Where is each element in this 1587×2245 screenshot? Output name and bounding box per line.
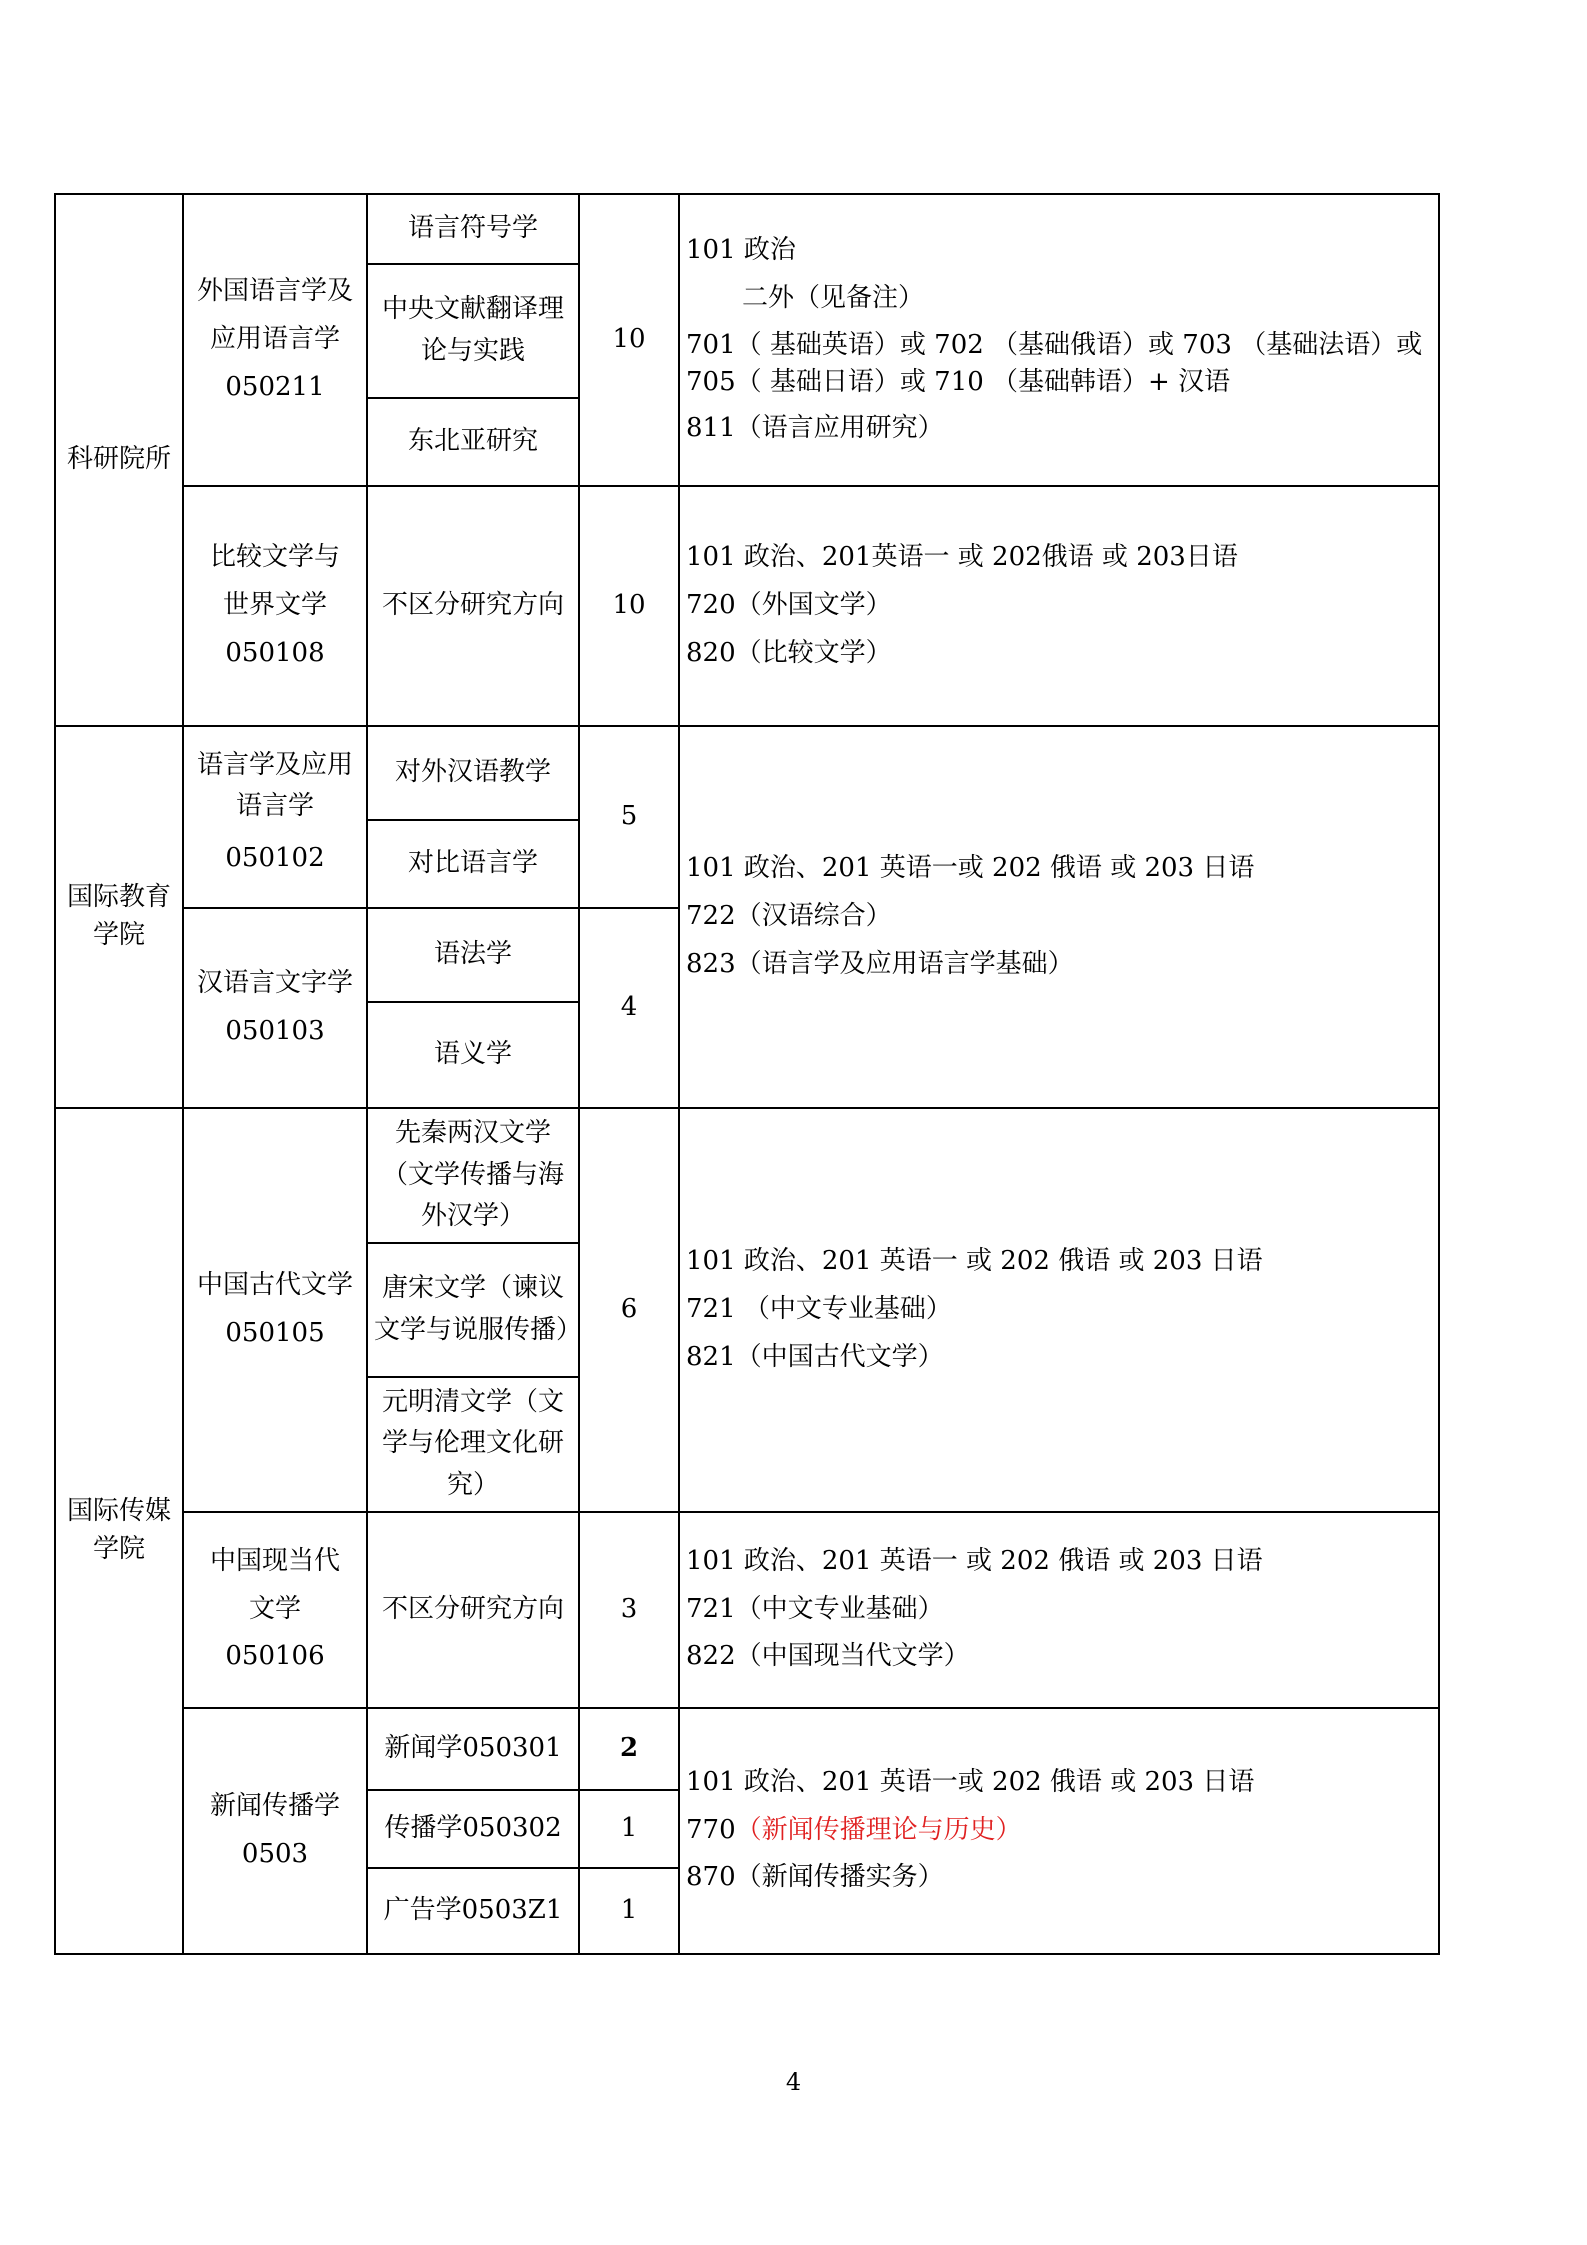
direction-cell: 唐宋文学（谏议文学与说服传播） xyxy=(367,1243,579,1377)
highlighted-course: （新闻传播理论与历史） xyxy=(735,1814,1022,1845)
quota-cell: 1 xyxy=(579,1790,679,1868)
direction-cell: 传播学050302 xyxy=(367,1790,579,1868)
exam-cell: 101 政治、201 英语一或 202 俄语 或 203 日语 770（新闻传播理论与历史） 870（新闻传播实务） xyxy=(679,1708,1439,1954)
direction-cell: 语法学 xyxy=(367,908,579,1002)
table-row xyxy=(55,1512,1439,1708)
program-cell: 中国现当代 文学 050106 xyxy=(183,1512,367,1708)
direction-cell: 广告学0503Z1 xyxy=(367,1868,579,1954)
quota-cell: 4 xyxy=(579,908,679,1108)
institute-cell: 国际教育学院 xyxy=(55,726,183,1108)
program-cell: 中国古代文学 050105 xyxy=(183,1108,367,1512)
quota-cell: 1 xyxy=(579,1868,679,1954)
quota-cell: 10 xyxy=(579,194,679,486)
direction-cell: 对外汉语教学 xyxy=(367,726,579,820)
table-row xyxy=(55,486,1439,726)
quota-cell: 6 xyxy=(579,1108,679,1512)
direction-cell: 中央文献翻译理论与实践 xyxy=(367,264,579,398)
enrollment-table xyxy=(54,193,1440,1955)
table-row xyxy=(55,194,1439,264)
exam-cell: 101 政治、201 英语一或 202 俄语 或 203 日语 722（汉语综合） 823（语言学及应用语言学基础） xyxy=(679,726,1439,1108)
exam-cell: 101 政治、201 英语一 或 202 俄语 或 203 日语 721 （中文专业基础） 821（中国古代文学） xyxy=(679,1108,1439,1512)
institute-cell: 科研院所 xyxy=(55,194,183,726)
direction-cell: 先秦两汉文学（文学传播与海外汉学） xyxy=(367,1108,579,1243)
direction-cell: 不区分研究方向 xyxy=(367,1512,579,1708)
quota-cell: 10 xyxy=(579,486,679,726)
direction-cell: 新闻学050301 xyxy=(367,1708,579,1790)
program-cell: 新闻传播学 0503 xyxy=(183,1708,367,1954)
page-number: 4 xyxy=(785,2068,802,2096)
direction-cell: 对比语言学 xyxy=(367,820,579,908)
direction-cell: 语言符号学 xyxy=(367,194,579,264)
program-cell: 比较文学与 世界文学 050108 xyxy=(183,486,367,726)
exam-cell: 101 政治 二外（见备注） 701（ 基础英语）或 702 （基础俄语）或 703 （基础法语）或705（ 基础日语）或 710 （基础韩语）+ 汉语 811（语言应用研究） xyxy=(679,194,1439,486)
institute-cell: 国际传媒学院 xyxy=(55,1108,183,1954)
exam-cell: 101 政治、201 英语一 或 202 俄语 或 203 日语 721（中文专业基础） 822（中国现当代文学） xyxy=(679,1512,1439,1708)
quota-cell: 5 xyxy=(579,726,679,908)
program-cell: 语言学及应用语言学 050102 xyxy=(183,726,367,908)
table-row xyxy=(55,1708,1439,1790)
direction-cell: 东北亚研究 xyxy=(367,398,579,486)
direction-cell: 不区分研究方向 xyxy=(367,486,579,726)
quota-cell: 2 xyxy=(579,1708,679,1790)
program-cell: 外国语言学及 应用语言学 050211 xyxy=(183,194,367,486)
table-row xyxy=(55,1108,1439,1243)
program-cell: 汉语言文字学 050103 xyxy=(183,908,367,1108)
exam-cell: 101 政治、201英语一 或 202俄语 或 203日语 720（外国文学） 820（比较文学） xyxy=(679,486,1439,726)
table-row xyxy=(55,726,1439,820)
direction-cell: 语义学 xyxy=(367,1002,579,1108)
quota-cell: 3 xyxy=(579,1512,679,1708)
direction-cell: 元明清文学（文学与伦理文化研究） xyxy=(367,1377,579,1512)
